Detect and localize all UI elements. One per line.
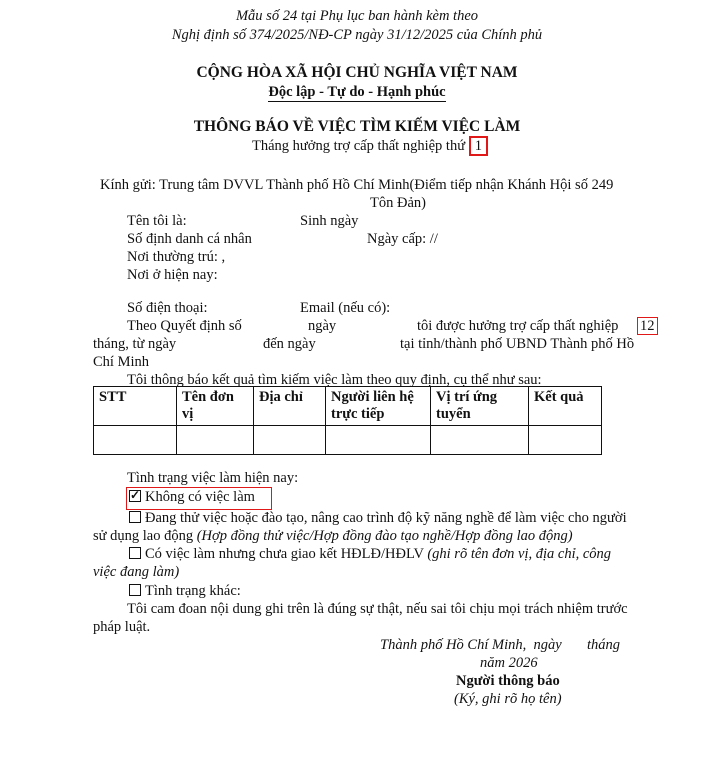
- decision-from-date: tháng, từ ngày: [93, 336, 177, 352]
- commitment-line-1: Tôi cam đoan nội dung ghi trên là đúng sự thật, nếu sai tôi chịu mọi trách nhiệm trước: [127, 601, 628, 617]
- benefit-months-value[interactable]: 12: [637, 317, 658, 335]
- col-contact-person: Người liên hệ trực tiếp: [326, 387, 431, 426]
- commitment-line-2: pháp luật.: [93, 619, 151, 635]
- decision-part-2: ngày: [308, 318, 337, 334]
- signer-title: Người thông báo: [456, 673, 560, 689]
- option-probation-cont: sử dụng lao động (Hợp đồng thử việc/Hợp đồng đào tạo nghề/Hợp đồng lao động): [93, 528, 573, 544]
- email-label: Email (nếu có):: [300, 300, 391, 316]
- form-number: Mẫu số 24 tại Phụ lục ban hành kèm theo: [235, 8, 479, 24]
- issue-date-label: Ngày cấp: //: [367, 231, 438, 247]
- phone-label: Số điện thoại:: [127, 300, 208, 316]
- decision-part-1: Theo Quyết định số: [127, 318, 242, 334]
- table-cell[interactable]: [326, 426, 431, 455]
- decision-part-3: tôi được hưởng trợ cấp thất nghiệp: [417, 318, 619, 334]
- decision-location: tại tỉnh/thành phố UBND Thành phố Hồ: [400, 336, 635, 352]
- dob-label: Sinh ngày: [300, 213, 359, 229]
- table-cell[interactable]: [431, 426, 529, 455]
- option-probation[interactable]: [129, 509, 627, 527]
- document-title: THÔNG BÁO VỀ VIỆC TÌM KIẾM VIỆC LÀM: [193, 118, 521, 135]
- table-cell[interactable]: [94, 426, 177, 455]
- current-address-label: Nơi ở hiện nay:: [127, 267, 218, 283]
- col-position: Vị trí ứng tuyển: [431, 387, 529, 426]
- table-cell[interactable]: [529, 426, 602, 455]
- table-row: [94, 426, 602, 455]
- status-heading: Tình trạng việc làm hiện nay:: [127, 470, 299, 486]
- checkbox-icon[interactable]: [129, 547, 141, 559]
- col-stt: STT: [94, 387, 177, 426]
- recipient-line-1: Kính gửi: Trung tâm DVVL Thành phố Hồ Chí Minh(Điểm tiếp nhận Khánh Hội số 249: [100, 177, 614, 193]
- national-motto: Độc lập - Tự do - Hạnh phúc: [268, 84, 446, 100]
- results-table: [93, 386, 602, 455]
- recipient-line-2: Tôn Đản): [370, 195, 426, 211]
- signature-place-date: Thành phố Hồ Chí Minh, ngày tháng: [380, 637, 621, 653]
- decision-location-cont: Chí Minh: [93, 354, 149, 370]
- signature-year: năm 2026: [480, 655, 538, 671]
- checked-checkbox-icon[interactable]: [129, 490, 141, 502]
- checkbox-icon[interactable]: [129, 511, 141, 523]
- option-informal-work-cont: việc đang làm): [93, 564, 180, 580]
- option-informal-work[interactable]: Có việc làm nhưng chưa giao kết HĐLĐ/HĐLV (ghi rõ tên đơn vị, địa chỉ, công: [129, 545, 611, 563]
- option-unemployed-label: Không có việc làm: [145, 489, 255, 505]
- col-address: Địa chỉ: [254, 387, 326, 426]
- option-other[interactable]: [129, 582, 241, 600]
- table-cell[interactable]: [254, 426, 326, 455]
- results-table-header: [94, 387, 602, 426]
- signature-note: (Ký, ghi rõ họ tên): [454, 691, 562, 707]
- benefit-month-line: [252, 137, 488, 155]
- option-informal-work-label: Có việc làm nhưng chưa giao kết HĐLĐ/HĐLV: [145, 546, 424, 562]
- name-label: Tên tôi là:: [127, 213, 187, 229]
- option-other-label: Tình trạng khác:: [145, 583, 241, 599]
- option-probation-label: Đang thử việc hoặc đào tạo, nâng cao trình độ kỹ năng nghề để làm việc cho người: [145, 510, 627, 526]
- col-result: Kết quả: [529, 387, 602, 426]
- option-unemployed[interactable]: [129, 488, 255, 506]
- decree-reference: Nghị định số 374/2025/NĐ-CP ngày 31/12/2025 của Chính phủ: [171, 27, 543, 43]
- decision-to-date: đến ngày: [263, 336, 316, 352]
- national-title: CỘNG HÒA XÃ HỘI CHỦ NGHĨA VIỆT NAM: [196, 64, 518, 81]
- checkbox-icon[interactable]: [129, 584, 141, 596]
- id-label: Số định danh cá nhân: [127, 231, 252, 247]
- table-cell[interactable]: [177, 426, 254, 455]
- results-intro: Tôi thông báo kết quả tìm kiếm việc làm theo quy định, cụ thể như sau:: [127, 372, 542, 388]
- col-unit-name: Tên đơn vị: [177, 387, 254, 426]
- benefit-month-label: Tháng hưởng trợ cấp thất nghiệp thứ: [252, 138, 466, 154]
- residence-label: Nơi thường trú: ,: [127, 249, 226, 265]
- benefit-month-value[interactable]: 1: [469, 136, 488, 156]
